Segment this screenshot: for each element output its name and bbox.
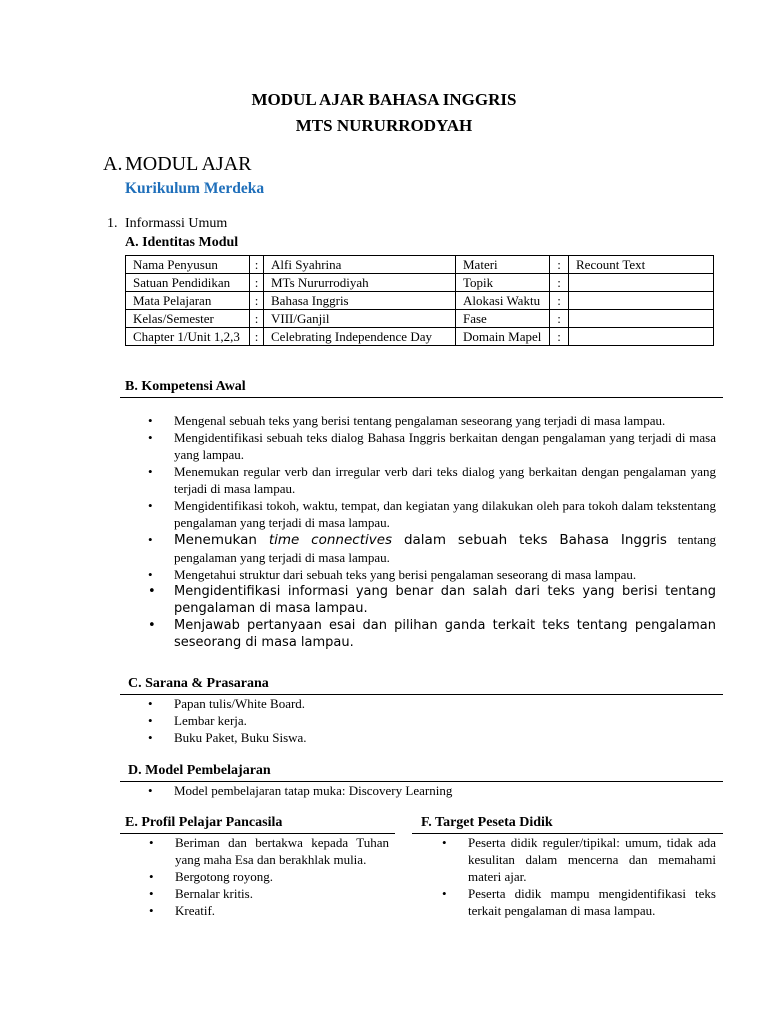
table-row <box>126 256 714 274</box>
list-item: • Lembar kerja. <box>148 713 247 728</box>
table-cell-label2: Domain Mapel <box>456 328 550 346</box>
bullet-icon: • <box>148 464 153 479</box>
table-row <box>126 328 714 346</box>
table-cell-colon: : <box>250 310 264 328</box>
list-item: • Menemukan regular verb dan irregular verb dari teks dialog yang berkaitan dengan pengalaman yang terjadi di masa lampau. <box>148 464 716 496</box>
table-cell-colon2: : <box>550 256 569 274</box>
profil-list <box>149 834 389 919</box>
bullet-icon: • <box>149 869 154 884</box>
list-item: • Papan tulis/White Board. <box>148 696 306 711</box>
table-cell-colon: : <box>250 328 264 346</box>
list-item: • Mengidentifikasi informasi yang benar dan salah dari teks yang berisi tentang pengalaman di masa lampau. <box>148 584 716 616</box>
list-item: • Mengenal sebuah teks yang berisi tentang pengalaman seseorang yang terjadi di masa lampau. <box>148 413 666 428</box>
bullet-icon: • <box>148 413 153 428</box>
kurikulum-label: Kurikulum Merdeka <box>125 180 265 197</box>
target-heading: F. Target Peseta Didik <box>421 815 553 830</box>
list-item: • Menjawab pertanyaan esai dan pilihan ganda terkait teks tentang pengalaman seseorang di masa lampau. <box>148 618 716 650</box>
table-cell-label: Mata Pelajaran <box>126 292 250 310</box>
bullet-icon: • <box>148 713 153 728</box>
bullet-icon: • <box>148 567 153 582</box>
list-item: • Menemukan time connectives dalam sebuah teks Bahasa Inggris tentang pengalaman yang terjadi di masa lampau. <box>148 532 717 565</box>
bullet-icon: • <box>148 783 153 798</box>
model-heading: D. Model Pembelajaran <box>128 763 271 778</box>
target-list <box>442 834 716 919</box>
list-item: • Buku Paket, Buku Siswa. <box>148 730 307 745</box>
model-list <box>148 782 708 799</box>
identitas-table <box>125 255 714 346</box>
kompetensi-heading: B. Kompetensi Awal <box>125 379 246 394</box>
bullet-icon: • <box>148 730 153 745</box>
table-cell-label: Satuan Pendidikan <box>126 274 250 292</box>
list-item: • Mengidentifikasi sebuah teks dialog Bahasa Inggris berkaitan dengan pengalaman yang terjadi di masa yang lampau. <box>148 430 716 462</box>
kompetensi-list <box>148 412 716 651</box>
table-cell-label2: Materi <box>456 256 550 274</box>
table-cell-label: Nama Penyusun <box>126 256 250 274</box>
list-item: • Peserta didik reguler/tipikal: umum, tidak ada kesulitan dalam mencerna dan memahami materi ajar. <box>442 835 716 884</box>
table-cell-colon2: : <box>550 292 569 310</box>
section-a-number: A. <box>103 153 123 175</box>
table-cell-value: Celebrating Independence Day <box>264 328 456 346</box>
bullet-icon: • <box>149 903 154 918</box>
table-row <box>126 310 714 328</box>
list-item: • Mengetahui struktur dari sebuah teks yang berisi pengalaman seseorang di masa lampau. <box>148 567 637 582</box>
table-cell-value: Bahasa Inggris <box>264 292 456 310</box>
list-item: • Bernalar kritis. <box>149 886 253 901</box>
kompetensi-rule <box>120 397 723 398</box>
table-cell-value: VIII/Ganjil <box>264 310 456 328</box>
profil-heading: E. Profil Pelajar Pancasila <box>125 815 283 830</box>
table-cell-colon2: : <box>550 328 569 346</box>
table-cell-value: Alfi Syahrina <box>264 256 456 274</box>
identitas-heading: A. Identitas Modul <box>125 235 239 250</box>
list-item: • Model pembelajaran tatap muka: Discovery Learning <box>148 783 453 798</box>
table-cell-label2: Topik <box>456 274 550 292</box>
bullet-icon: • <box>442 835 447 850</box>
list-item: • Mengidentifikasi tokoh, waktu, tempat, dan kegiatan yang dilakukan oleh para tokoh dalam tekstentang pengalaman yang terjadi di masa lampau. <box>148 498 716 530</box>
section-a-title: MODUL AJAR <box>125 153 252 175</box>
table-cell-colon2: : <box>550 310 569 328</box>
table-cell-value2 <box>569 310 714 328</box>
list-item: • Bergotong royong. <box>149 869 273 884</box>
table-cell-value2 <box>569 292 714 310</box>
sarana-list <box>148 695 708 746</box>
table-cell-colon: : <box>250 274 264 292</box>
table-cell-value2 <box>569 274 714 292</box>
table-row <box>126 292 714 310</box>
school-name: MTS NURURRODYAH <box>295 116 473 135</box>
table-cell-value2 <box>569 328 714 346</box>
bullet-icon: • <box>149 835 154 850</box>
table-row <box>126 274 714 292</box>
section-a-heading <box>103 153 252 176</box>
list-item: • Peserta didik mampu mengidentifikasi teks terkait pengalaman di masa lampau. <box>442 886 716 918</box>
table-cell-label: Kelas/Semester <box>126 310 250 328</box>
bullet-icon: • <box>149 886 154 901</box>
table-cell-value2: Recount Text <box>569 256 714 274</box>
bullet-icon: • <box>148 584 156 599</box>
table-cell-label2: Fase <box>456 310 550 328</box>
info-number: 1. <box>107 216 118 231</box>
document-title: MODUL AJAR BAHASA INGGRIS <box>251 90 517 109</box>
table-cell-value: MTs Nururrodiyah <box>264 274 456 292</box>
list-item: • Kreatif. <box>149 903 216 918</box>
table-cell-label: Chapter 1/Unit 1,2,3 <box>126 328 250 346</box>
table-cell-colon: : <box>250 256 264 274</box>
bullet-icon: • <box>148 532 153 547</box>
bullet-icon: • <box>442 886 447 901</box>
bullet-icon: • <box>148 430 153 445</box>
info-label: Informassi Umum <box>125 216 228 231</box>
table-cell-colon: : <box>250 292 264 310</box>
sarana-heading: C. Sarana & Prasarana <box>128 676 269 691</box>
info-heading <box>107 216 227 232</box>
bullet-icon: • <box>148 498 153 513</box>
table-cell-colon2: : <box>550 274 569 292</box>
bullet-icon: • <box>148 696 153 711</box>
bullet-icon: • <box>148 618 156 633</box>
table-cell-label2: Alokasi Waktu <box>456 292 550 310</box>
list-item: • Beriman dan bertakwa kepada Tuhan yang maha Esa dan berakhlak mulia. <box>149 835 389 867</box>
